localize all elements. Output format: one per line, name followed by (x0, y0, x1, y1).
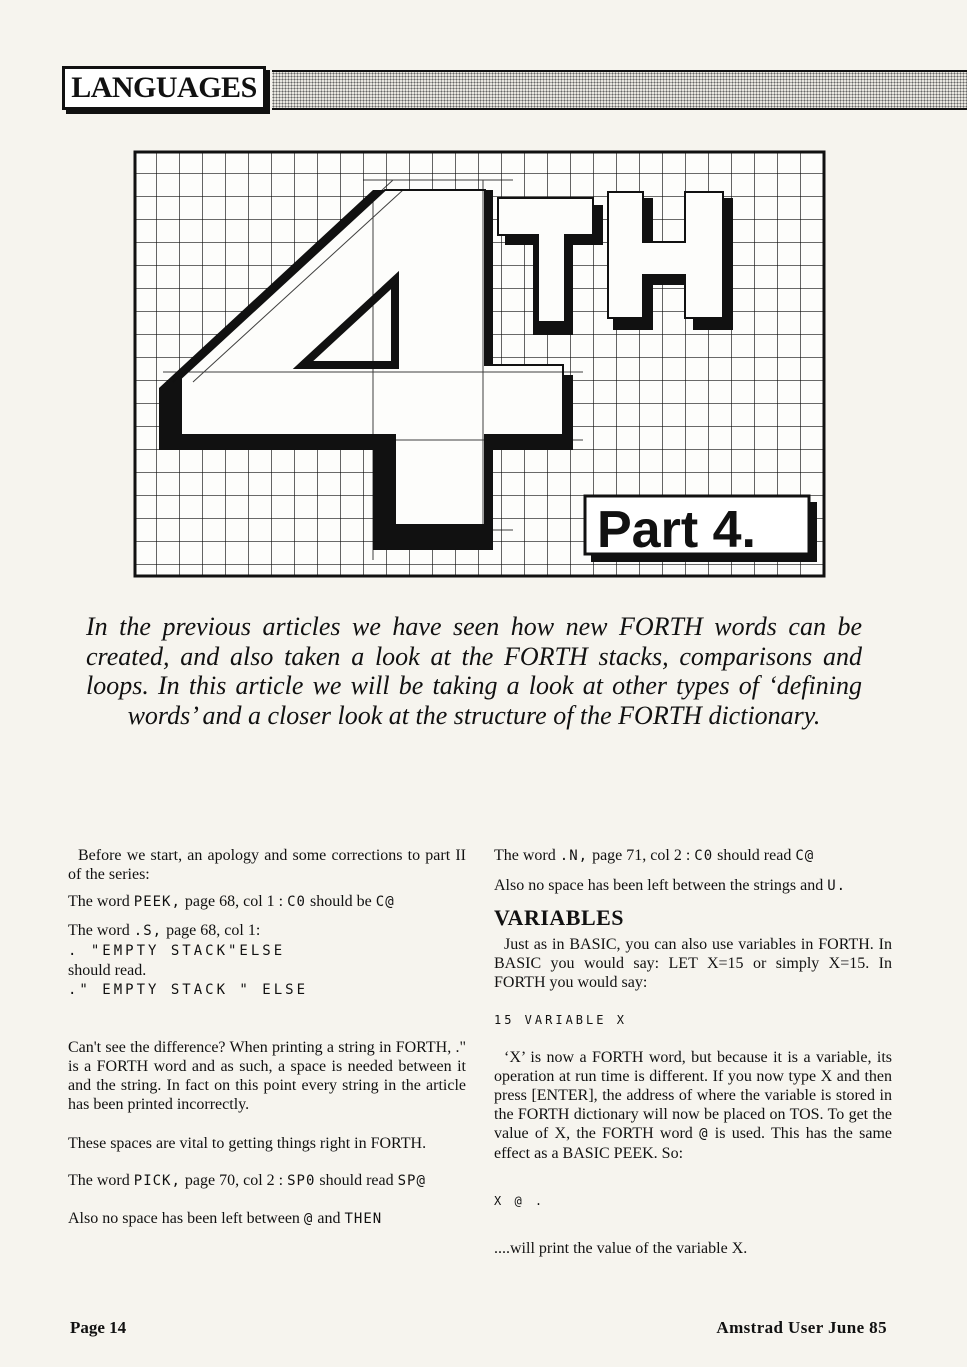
difference-paragraph: Can't see the difference? When printing a string in FORTH, ." is a FORTH word and as such, a space is needed between it and the string. In fact on this point every string in the article has been printed incorrectly. (68, 1039, 466, 1113)
code-word: C@ (375, 894, 395, 910)
code-word: .N, (559, 848, 589, 864)
text: is used. This has the same effect as a BASIC PEEK. So: (494, 1125, 893, 1162)
code-word: @ (303, 1211, 314, 1227)
code-word: SP@ (397, 1173, 426, 1189)
correction-dot-n (494, 846, 892, 866)
header-dot-band (272, 70, 967, 110)
variables-heading: VARIABLES (494, 905, 625, 930)
variable-explanation (494, 1048, 892, 1163)
print-value-text: ....will print the value of the variable X. (494, 1240, 748, 1257)
code-fetch-print: X @ . (494, 1194, 546, 1208)
correction-then (68, 1209, 466, 1229)
text: page 68, col 1: (162, 922, 261, 939)
spaces-paragraph: These spaces are vital to getting things right in FORTH. (68, 1135, 427, 1152)
section-label: LANGUAGES (62, 66, 266, 110)
code-word: U. (827, 878, 847, 894)
code-word: C0 (694, 848, 714, 864)
code-word: PEEK, (133, 894, 181, 910)
text: Also no space has been left between the strings and (494, 877, 828, 894)
text: page 68, col 1 : (180, 893, 288, 910)
code-word: @ (699, 1126, 709, 1142)
text: The word (68, 1172, 134, 1189)
text: Also no space has been left between (68, 1210, 304, 1227)
grid-illustration (133, 150, 826, 578)
correction-peek (68, 892, 466, 912)
text: The word (68, 893, 134, 910)
th-glyphs (498, 192, 733, 335)
right-column (494, 846, 892, 1258)
text: ‘X’ is now a FORTH word, but because it is a variable, its operation at run time is different. If you now type X and then press [ENTER], the address of where the variable is stored in the FORTH dictionary will now be placed on TOS. To get the value of X, the FORTH word (494, 1049, 892, 1142)
correction-pick (68, 1171, 466, 1191)
text: The word (494, 847, 560, 864)
text: should read (315, 1172, 398, 1189)
section-header (62, 66, 967, 116)
text: should read (713, 847, 796, 864)
code-word: .S, (133, 923, 163, 939)
text: The word (68, 922, 134, 939)
variables-intro: Just as in BASIC, you can also use variables in FORTH. In BASIC you would say: LET X=15 or simply X=15. In FORTH you would say: (494, 936, 892, 991)
text: page 70, col 2 : (180, 1172, 288, 1189)
title-artwork (133, 150, 826, 578)
text: and (313, 1210, 345, 1227)
apology-paragraph: Before we start, an apology and some corrections to part II of the series: (68, 847, 466, 883)
part-badge-text: Part 4. (597, 501, 756, 559)
correction-dot-s (68, 921, 466, 941)
code-word: C0 (287, 894, 306, 910)
code-word: C@ (795, 848, 815, 864)
intro-paragraph: In the previous articles we have seen how new FORTH words can be created, and also taken a look at the FORTH stacks, comparisons and loops. In this article we will be taking a look at other types of ‘defining words’ and a closer look at the structure of the FORTH dictionary. (86, 612, 862, 730)
code-variable-declaration: 15 VARIABLE X (494, 1013, 627, 1027)
code-line-wrong: . "EMPTY STACK"ELSE (68, 943, 286, 959)
text: page 71, col 2 : (588, 847, 695, 864)
left-column (68, 846, 466, 1229)
text: should be (305, 893, 376, 910)
code-word: THEN (344, 1211, 383, 1227)
should-read-text: should read. (68, 962, 147, 979)
correction-u-dot (494, 876, 892, 896)
code-word: PICK, (133, 1173, 181, 1189)
code-line-correct: ." EMPTY STACK " ELSE (68, 982, 309, 998)
publication-info: Amstrad User June 85 (716, 1318, 887, 1337)
page-number: Page 14 (70, 1318, 127, 1337)
code-word: SP0 (287, 1173, 316, 1189)
